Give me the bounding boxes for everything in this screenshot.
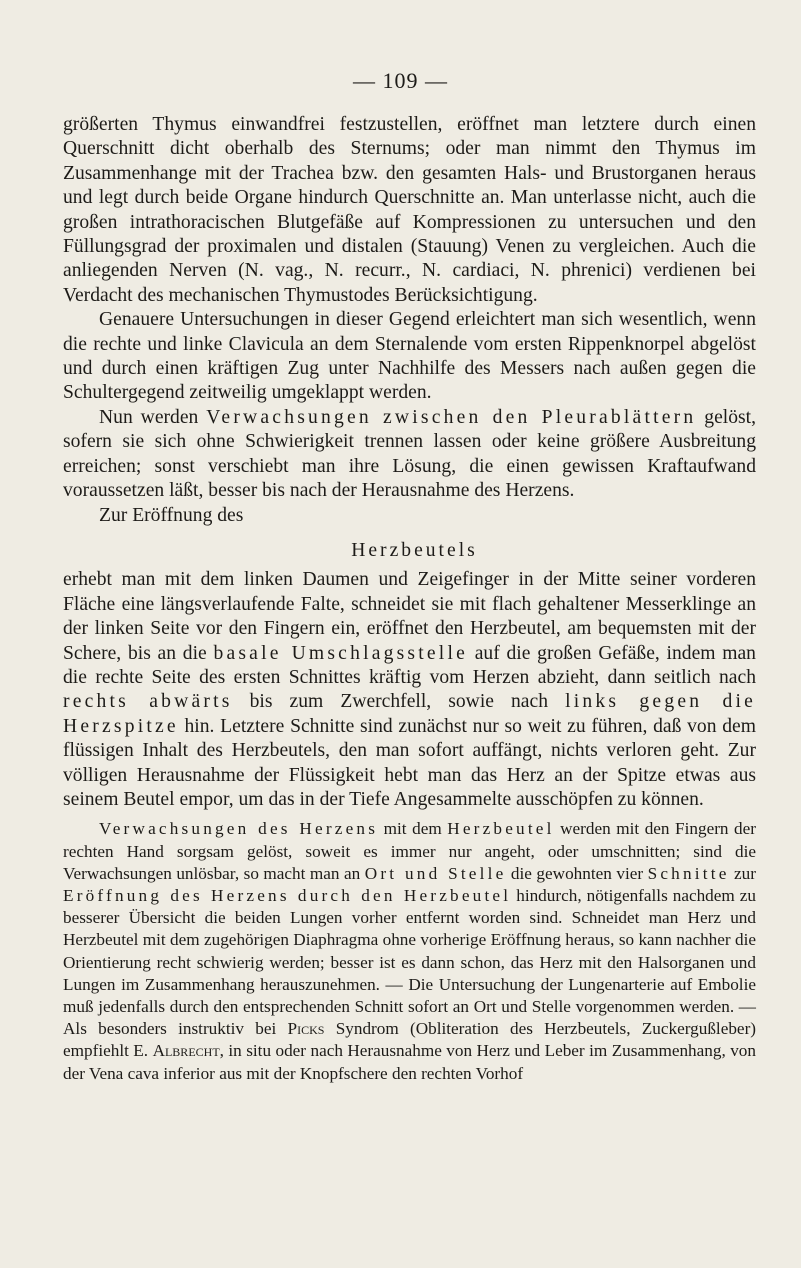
text-run: bis zum Zwerchfell, sowie nach bbox=[232, 691, 566, 713]
text-run: hin. Letztere Schnitte sind zunächst nur so weit zu führen, daß von dem flüssigen Inhalt des Herzbeutels, den man sofort auffängt, nichts verloren geht. Zur völligen Herausnahme der Flüssigkeit hebt man das Herz an der Spitze etwas aus seinem Beutel empor, um das in der Tiefe Angesammelte ausschöpfen zu können. bbox=[63, 715, 756, 810]
spaced-emphasis: Herzbeutel bbox=[447, 819, 555, 839]
paragraph-pleura bbox=[63, 406, 756, 504]
text-run: Nun werden bbox=[99, 406, 207, 428]
paragraph-thymus: größerten Thymus einwandfrei festzustellen, eröffnet man letztere durch einen Querschnitt dicht oberhalb des Sternums; oder man nimmt den Thymus im Zusammenhange mit der Trachea bzw. den gesamten Hals- und Brustorganen heraus und legt durch beide Organe hindurch Querschnitte an. Man unterlasse nicht, auch die großen intrathoracischen Blutgefäße auf Kompressionen zu untersuchen und den Füllungsgrad der proximalen und distalen (Stauung) Venen zu vergleichen. Auch die anliegenden Nerven (N. vag., N. recurr., N. cardiaci, N. phrenici) verdienen bei Verdacht des mechanischen Thymustodes Berücksichtigung. bbox=[63, 114, 756, 306]
spaced-emphasis: Eröffnung des Herzens durch den Herzbeutel bbox=[63, 885, 512, 905]
paragraph-verwachsungen bbox=[63, 818, 756, 1084]
paragraph-herzbeutel bbox=[63, 568, 756, 812]
spaced-emphasis: rechts abwärts bbox=[63, 691, 233, 713]
author-name: Picks bbox=[287, 1019, 325, 1039]
spaced-emphasis: basale Umschlagsstelle bbox=[213, 642, 468, 664]
section-heading: Herzbeutels bbox=[351, 539, 478, 561]
paragraph-intro-heading: Zur Eröffnung des bbox=[99, 504, 244, 526]
text-run: mit dem bbox=[378, 819, 448, 839]
text-run: , in situ oder nach Herausnahme von Herz und Leber im Zusammenhang, von der Vena cava inferior aus mit der Knopfschere den rechten Vorhof bbox=[63, 1041, 756, 1083]
spaced-emphasis: Verwachsungen zwischen den Pleurablättern bbox=[206, 406, 697, 428]
page-number: — 109 — bbox=[353, 68, 448, 93]
text-run: gelöst, sofern sie sich ohne Schwierigkeit trennen lassen oder keine größere Ausbreitung erreichen; sonst verschiebt man ihre Lösung, die einen gewissen Kraftaufwand voraussetzen läßt, besser bis nach der Herausnahme des Herzens. bbox=[63, 406, 756, 502]
author-name: Albrecht bbox=[152, 1041, 220, 1061]
text-run: auf die großen Gefäße, indem man die rechte Seite des ersten Schnittes kräftig vom Herzen abzieht, dann seitlich nach bbox=[63, 642, 756, 688]
spaced-emphasis: Schnitte bbox=[647, 863, 730, 883]
spaced-emphasis: links gegen die Herzspitze bbox=[63, 691, 757, 737]
text-run: Syndrom (Obliteration des Herzbeutels, Zuckergußleber) empfiehlt E. bbox=[63, 1019, 757, 1061]
text-run: werden mit den Fingern der rechten Hand sorgsam gelöst, soweit es immer nur angeht, oder umschnitten; sind die Verwachsungen unlösbar, so macht man an bbox=[63, 819, 757, 883]
spaced-emphasis: Verwachsungen des Herzens bbox=[99, 819, 379, 839]
page-body bbox=[63, 113, 756, 1085]
spaced-emphasis: Ort und Stelle bbox=[364, 863, 507, 883]
text-run: erhebt man mit dem linken Daumen und Zeigefinger in der Mitte seiner vorderen Fläche eine längsverlaufende Falte, schneidet sie mit flach gehaltener Messerklinge an der linken Seite vor den Fingern ein, eröffnet den Herzbeutel, am bequemsten mit der Schere, bis an die bbox=[63, 569, 756, 664]
text-run: die gewohnten vier bbox=[506, 863, 648, 883]
paragraph-clavicula: Genauere Untersuchungen in dieser Gegend erleichtert man sich wesentlich, wenn die rechte und linke Clavicula an dem Sternalende vom ersten Rippenknorpel abgelöst und durch einen kräftigen Zug unter Nachhilfe des Messers nach außen gegen die Schultergegend zeitweilig umgeklappt werden. bbox=[63, 309, 756, 404]
text-run: hindurch, nötigenfalls nachdem zu besserer Übersicht die beiden Lungen vorher entfernt worden sind. Schneidet man Herz und Herzbeutel mit dem zugehörigen Diaphragma ohne vorherige Eröffnung heraus, so kann nachher die Orientierung recht schwierig werden; besser ist es dann schon, das Herz mit den Halsorganen und Lungen im Zusammenhang herauszunehmen. — Die Untersuchung der Lungenarterie auf Embolie muß jedenfalls durch den entsprechenden Schnitt sofort an Ort und Stelle vorgenommen werden. — Als besonders instruktiv bei bbox=[63, 885, 756, 1039]
text-run: zur bbox=[729, 863, 756, 883]
